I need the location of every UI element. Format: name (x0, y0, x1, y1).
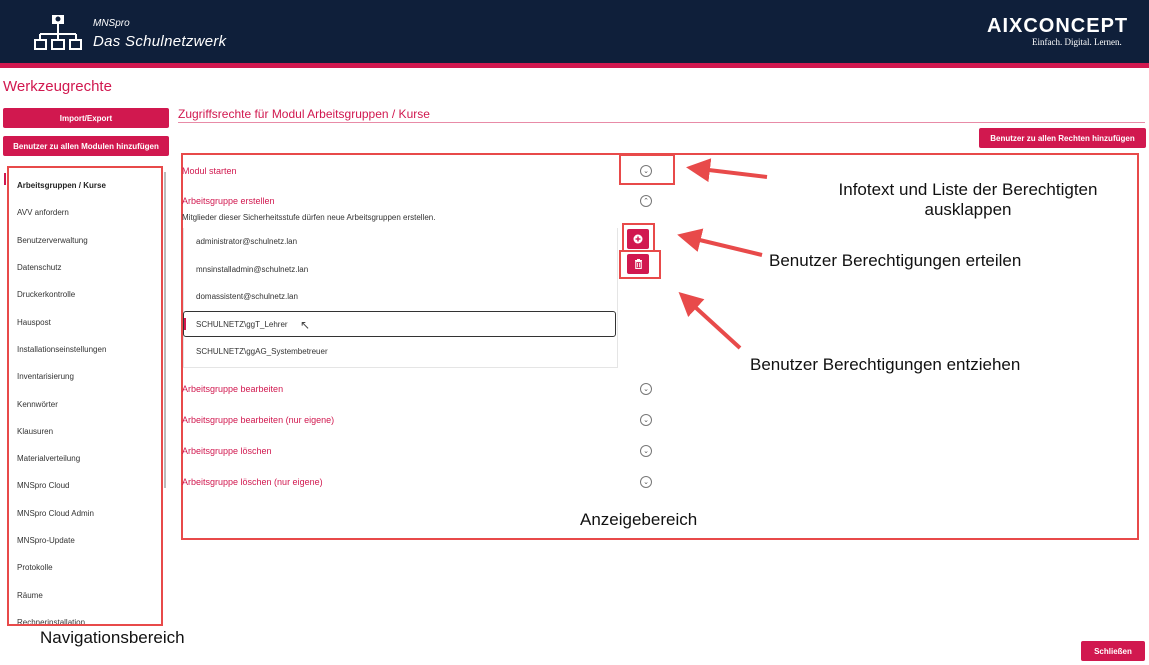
user-list-item[interactable]: SCHULNETZ\ggAG_Systembetreuer (196, 347, 328, 356)
annotation-erteilen: Benutzer Berechtigungen erteilen (769, 251, 1022, 270)
right-arbeitsgruppe-bearbeiten-eigene[interactable]: Arbeitsgruppe bearbeiten (nur eigene) (182, 415, 335, 425)
add-user-all-modules-button[interactable]: Benutzer zu allen Modulen hinzufügen (3, 136, 169, 156)
nav-item-installationseinstellungen[interactable]: Installationseinstellungen (17, 344, 107, 354)
nav-scrollbar[interactable] (164, 172, 166, 488)
nav-active-indicator (4, 173, 6, 185)
selected-user-outline (183, 311, 616, 337)
nav-item-arbeitsgruppen[interactable]: Arbeitsgruppen / Kurse (17, 181, 106, 191)
app-header (0, 0, 1149, 63)
right-modul-starten[interactable]: Modul starten (182, 166, 237, 176)
right-arbeitsgruppe-loeschen[interactable]: Arbeitsgruppe löschen (182, 446, 272, 456)
nav-item-inventarisierung[interactable]: Inventarisierung (17, 372, 74, 382)
chevron-down-icon[interactable]: ⌄ (640, 383, 652, 395)
add-user-all-rights-button[interactable]: Benutzer zu allen Rechten hinzufügen (979, 128, 1146, 148)
nav-item-datenschutz[interactable]: Datenschutz (17, 263, 62, 273)
navigation-highlight-box (7, 166, 163, 626)
right-description: Mitglieder dieser Sicherheitsstufe dürfen neue Arbeitsgruppen erstellen. (182, 213, 436, 222)
brand-subtitle: MNSpro (93, 18, 130, 29)
chevron-up-icon[interactable]: ⌃ (640, 195, 652, 207)
vendor-tagline: Einfach. Digital. Lernen. (1032, 37, 1122, 47)
annotation-entziehen: Benutzer Berechtigungen entziehen (750, 355, 1021, 374)
nav-item-kennwoerter[interactable]: Kennwörter (17, 399, 58, 409)
import-export-button[interactable]: Import/Export (3, 108, 169, 128)
nav-item-mnspro-update[interactable]: MNSpro-Update (17, 536, 75, 545)
selected-user-indicator (184, 318, 186, 330)
close-button[interactable]: Schließen (1081, 641, 1145, 661)
nav-item-materialverteilung[interactable]: Materialverteilung (17, 454, 81, 464)
brand-title: Das Schulnetzwerk (93, 33, 227, 50)
right-arbeitsgruppe-erstellen[interactable]: Arbeitsgruppe erstellen (182, 196, 275, 206)
nav-item-rechnerinstallation[interactable]: Rechnerinstallation (17, 617, 86, 627)
user-list-item[interactable]: mnsinstalladmin@schulnetz.lan (196, 265, 309, 274)
page-title: Werkzeugrechte (3, 78, 112, 95)
authorized-users-list (183, 228, 618, 368)
nav-item-klausuren[interactable]: Klausuren (17, 426, 54, 436)
nav-item-protokolle[interactable]: Protokolle (17, 563, 53, 573)
nav-item-avv[interactable]: AVV anfordern (17, 208, 69, 218)
user-list-item-selected[interactable]: SCHULNETZ\ggT_Lehrer (196, 320, 288, 329)
remove-highlight-box (619, 250, 661, 279)
chevron-down-icon[interactable]: ⌄ (640, 476, 652, 488)
mouse-cursor-icon: ↖ (300, 318, 311, 332)
annotation-navigationsbereich: Navigationsbereich (40, 628, 185, 647)
nav-item-mnspro-cloud[interactable]: MNSpro Cloud (17, 481, 70, 491)
right-arbeitsgruppe-loeschen-eigene[interactable]: Arbeitsgruppe löschen (nur eigene) (182, 477, 323, 487)
nav-item-druckerkontrolle[interactable]: Druckerkontrolle (17, 290, 76, 300)
expand-highlight-box (619, 154, 675, 185)
chevron-down-icon[interactable]: ⌄ (640, 165, 652, 177)
chevron-down-icon[interactable]: ⌄ (640, 414, 652, 426)
add-highlight-box (622, 223, 655, 252)
user-list-item[interactable]: domassistent@schulnetz.lan (196, 292, 298, 301)
vendor-logo: AIXCONCEPT (987, 15, 1129, 37)
annotation-infotext: Infotext und Liste der Berechtigten ausklappen (838, 180, 1098, 219)
right-arbeitsgruppe-bearbeiten[interactable]: Arbeitsgruppe bearbeiten (182, 384, 284, 394)
nav-item-hauspost[interactable]: Hauspost (17, 317, 51, 327)
annotation-anzeigebereich: Anzeigebereich (580, 510, 698, 529)
nav-item-benutzerverwaltung[interactable]: Benutzerverwaltung (17, 235, 88, 245)
user-list-item[interactable]: administrator@schulnetz.lan (196, 237, 298, 246)
section-title: Zugriffsrechte für Modul Arbeitsgruppen / Kurse (178, 107, 430, 121)
network-logo-icon (34, 14, 82, 54)
section-divider (178, 122, 1145, 123)
chevron-down-icon[interactable]: ⌄ (640, 445, 652, 457)
nav-item-raeume[interactable]: Räume (17, 590, 43, 600)
nav-item-mnspro-cloud-admin[interactable]: MNSpro Cloud Admin (17, 508, 94, 518)
header-accent-stripe (0, 63, 1149, 68)
